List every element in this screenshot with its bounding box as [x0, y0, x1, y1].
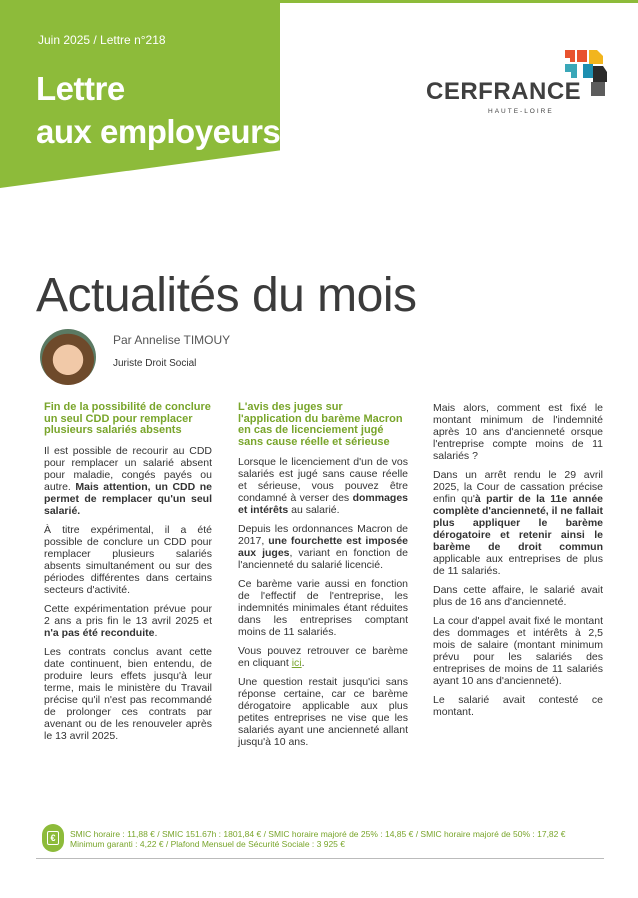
author-role: Juriste Droit Social [113, 358, 197, 369]
paragraph: Lorsque le licenciement d'un de vos salariés est jugé sans cause réelle et sérieuse, vous pouvez être condamné à verser des dommages et intérêts au salarié. [238, 456, 408, 516]
page-title: Actualités du mois [36, 269, 417, 322]
paragraph: Dans un arrêt rendu le 29 avril 2025, la Cour de cassation précise enfin qu'à partir de la 11e année complète d'ancienneté, il ne fallait plus appliquer le barème dérogatoire et retenir ainsi le barème de droit commun applicable aux entreprises de plus de 11 salariés. [433, 469, 604, 577]
newsletter-title: Lettre [36, 70, 125, 107]
logo-wordmark: CERFRANCE [426, 78, 582, 105]
paragraph: Cette expérimentation prévue pour 2 ans a pris fin le 13 avril 2025 et n'a pas été reconduite. [44, 602, 212, 639]
euro-icon: € [42, 824, 64, 852]
footer-plafond-line: Minimum garanti : 4,22 € / Plafond Mensuel de Sécurité Sociale : 3 925 € [70, 839, 345, 849]
author-avatar [40, 329, 96, 385]
column-3 [433, 402, 603, 725]
article-heading-cdd: Fin de la possibilité de conclure un seul CDD pour remplacer plusieurs salariés absents [44, 401, 211, 436]
footer-divider [36, 858, 604, 859]
header-top-line [280, 0, 638, 3]
paragraph: Une question restait jusqu'ici sans réponse certaine, car ce barème dérogatoire applicable aux plus petites entreprises ne vise que les salariés ayant une ancienneté allant jusqu'à 10 ans. [238, 676, 408, 748]
cerfrance-logo [426, 48, 611, 118]
author-name: Par Annelise TIMOUY [113, 333, 231, 347]
bareme-link[interactable]: ici [291, 657, 302, 669]
article-heading-bareme: L'avis des juges sur l'application du barème Macron en cas de licenciement jugé sans cause réelle et sérieuse [238, 401, 403, 448]
paragraph: Mais alors, comment est fixé le montant minimum de l'indemnité après 10 ans d'ancienneté orsque l'entreprise compte moins de 11 salariés ? [433, 402, 603, 462]
logo-subtitle: HAUTE-LOIRE [488, 108, 554, 115]
paragraph: Les contrats conclus avant cette date continuent, bien entendu, de produire leurs effets jusqu'à leur terme, mais le ministère du Travail précise qu'il n'est pas recommandé de prolonger ces contrats par avenant ou de les renouveler après le 13 avril 2025. [44, 645, 212, 742]
footer-smic-line: SMIC horaire : 11,88 € / SMIC 151.67h : 1801,84 € / SMIC horaire majoré de 25% : 14,85 € / SMIC horaire majoré de 50% : 17,82 € [70, 829, 566, 839]
issue-line: Juin 2025 / Lettre n°218 [38, 33, 166, 47]
paragraph: Le salarié avait contesté ce montant. [433, 694, 603, 718]
paragraph: Ce barème varie aussi en fonction de l'effectif de l'entreprise, les indemnités minimales étant réduites dans les entreprises comptant moins de 11 salariés. [238, 578, 408, 638]
column-1 [44, 402, 212, 749]
paragraph: À titre expérimental, il a été possible de conclure un CDD pour remplacer plusieurs salariés absents simultanément ou sur des périodes différentes dans certains secteurs d'activité. [44, 523, 212, 596]
footer-figures [70, 829, 565, 849]
paragraph: Depuis les ordonnances Macron de 2017, une fourchette est imposée aux juges, variant en fonction de l'ancienneté du salarié licencié. [238, 523, 408, 571]
paragraph: Vous pouvez retrouver ce barème en cliquant ici. [238, 645, 408, 669]
paragraph: Dans cette affaire, le salarié avait plus de 16 ans d'ancienneté. [433, 584, 603, 608]
paragraph: La cour d'appel avait fixé le montant des dommages et intérêts à 2,5 mois de salaire (montant minimum prévu pour les salariés des entreprises de moins de 11 salariés ayant 10 ans d'ancienneté). [433, 615, 603, 687]
column-2 [238, 402, 408, 755]
newsletter-title-2: aux employeurs [36, 113, 281, 150]
paragraph: Il est possible de recourir au CDD pour remplacer un salarié absent pour maladie, congés payés ou autre. Mais attention, un CDD ne permet de remplacer qu'un seul salarié. [44, 444, 212, 517]
